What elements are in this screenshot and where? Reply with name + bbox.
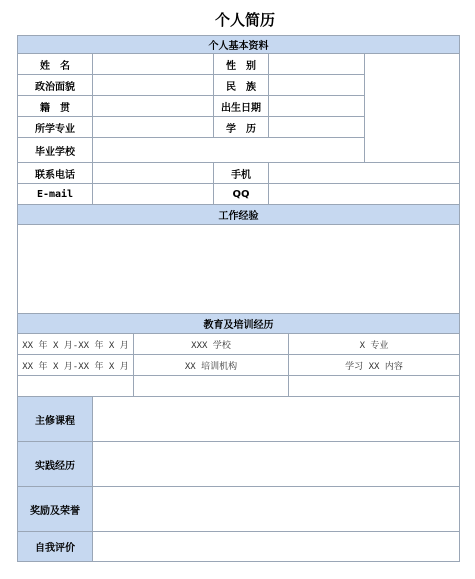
gender-label: 性 别 <box>213 53 269 75</box>
name-label: 姓 名 <box>17 53 93 75</box>
awards-field[interactable] <box>92 486 460 532</box>
email-field[interactable] <box>92 183 214 205</box>
phone-field[interactable] <box>92 162 214 184</box>
name-field[interactable] <box>92 53 214 75</box>
school-field[interactable] <box>92 137 365 163</box>
resume-title: 个人简历 <box>214 11 275 29</box>
courses-label: 主修课程 <box>17 396 93 442</box>
edu-row-1-detail[interactable]: X 专业 <box>288 333 460 355</box>
qq-field[interactable] <box>268 183 460 205</box>
practice-field[interactable] <box>92 441 460 487</box>
birth-date-field[interactable] <box>268 95 365 117</box>
education-training-header: 教育及培训经历 <box>17 313 460 334</box>
edu-row-2-place[interactable]: XX 培训机构 <box>133 354 289 376</box>
edu-row-2-detail[interactable]: 学习 XX 内容 <box>288 354 460 376</box>
ethnicity-label: 民 族 <box>213 74 269 96</box>
work-experience-header: 工作经验 <box>17 204 460 225</box>
basic-info-header: 个人基本资料 <box>17 35 460 54</box>
edu-row-2-period[interactable]: XX 年 X 月-XX 年 X 月 <box>17 354 134 376</box>
edu-row-3-place[interactable] <box>133 375 289 397</box>
work-experience-field[interactable] <box>17 224 460 314</box>
practice-label: 实践经历 <box>17 441 93 487</box>
gender-field[interactable] <box>268 53 365 75</box>
email-label: E-mail <box>17 183 93 205</box>
education-label: 学 历 <box>213 116 269 138</box>
edu-row-1-place[interactable]: XXX 学校 <box>133 333 289 355</box>
ethnicity-field[interactable] <box>268 74 365 96</box>
phone-label: 联系电话 <box>17 162 93 184</box>
photo-cell[interactable] <box>364 53 460 163</box>
edu-row-1-period[interactable]: XX 年 X 月-XX 年 X 月 <box>17 333 134 355</box>
native-place-label: 籍 贯 <box>17 95 93 117</box>
school-label: 毕业学校 <box>17 137 93 163</box>
mobile-label: 手机 <box>213 162 269 184</box>
awards-label: 奖励及荣誉 <box>17 486 93 532</box>
edu-row-3-period[interactable] <box>17 375 134 397</box>
native-place-field[interactable] <box>92 95 214 117</box>
major-label: 所学专业 <box>17 116 93 138</box>
mobile-field[interactable] <box>268 162 460 184</box>
politics-field[interactable] <box>92 74 214 96</box>
self-evaluation-field[interactable] <box>92 531 460 562</box>
courses-field[interactable] <box>92 396 460 442</box>
edu-row-3-detail[interactable] <box>288 375 460 397</box>
qq-label: QQ <box>213 183 269 205</box>
resume-table <box>17 35 460 563</box>
education-field[interactable] <box>268 116 365 138</box>
birth-date-label: 出生日期 <box>213 95 269 117</box>
major-field[interactable] <box>92 116 214 138</box>
politics-label: 政治面貌 <box>17 74 93 96</box>
self-evaluation-label: 自我评价 <box>17 531 93 562</box>
